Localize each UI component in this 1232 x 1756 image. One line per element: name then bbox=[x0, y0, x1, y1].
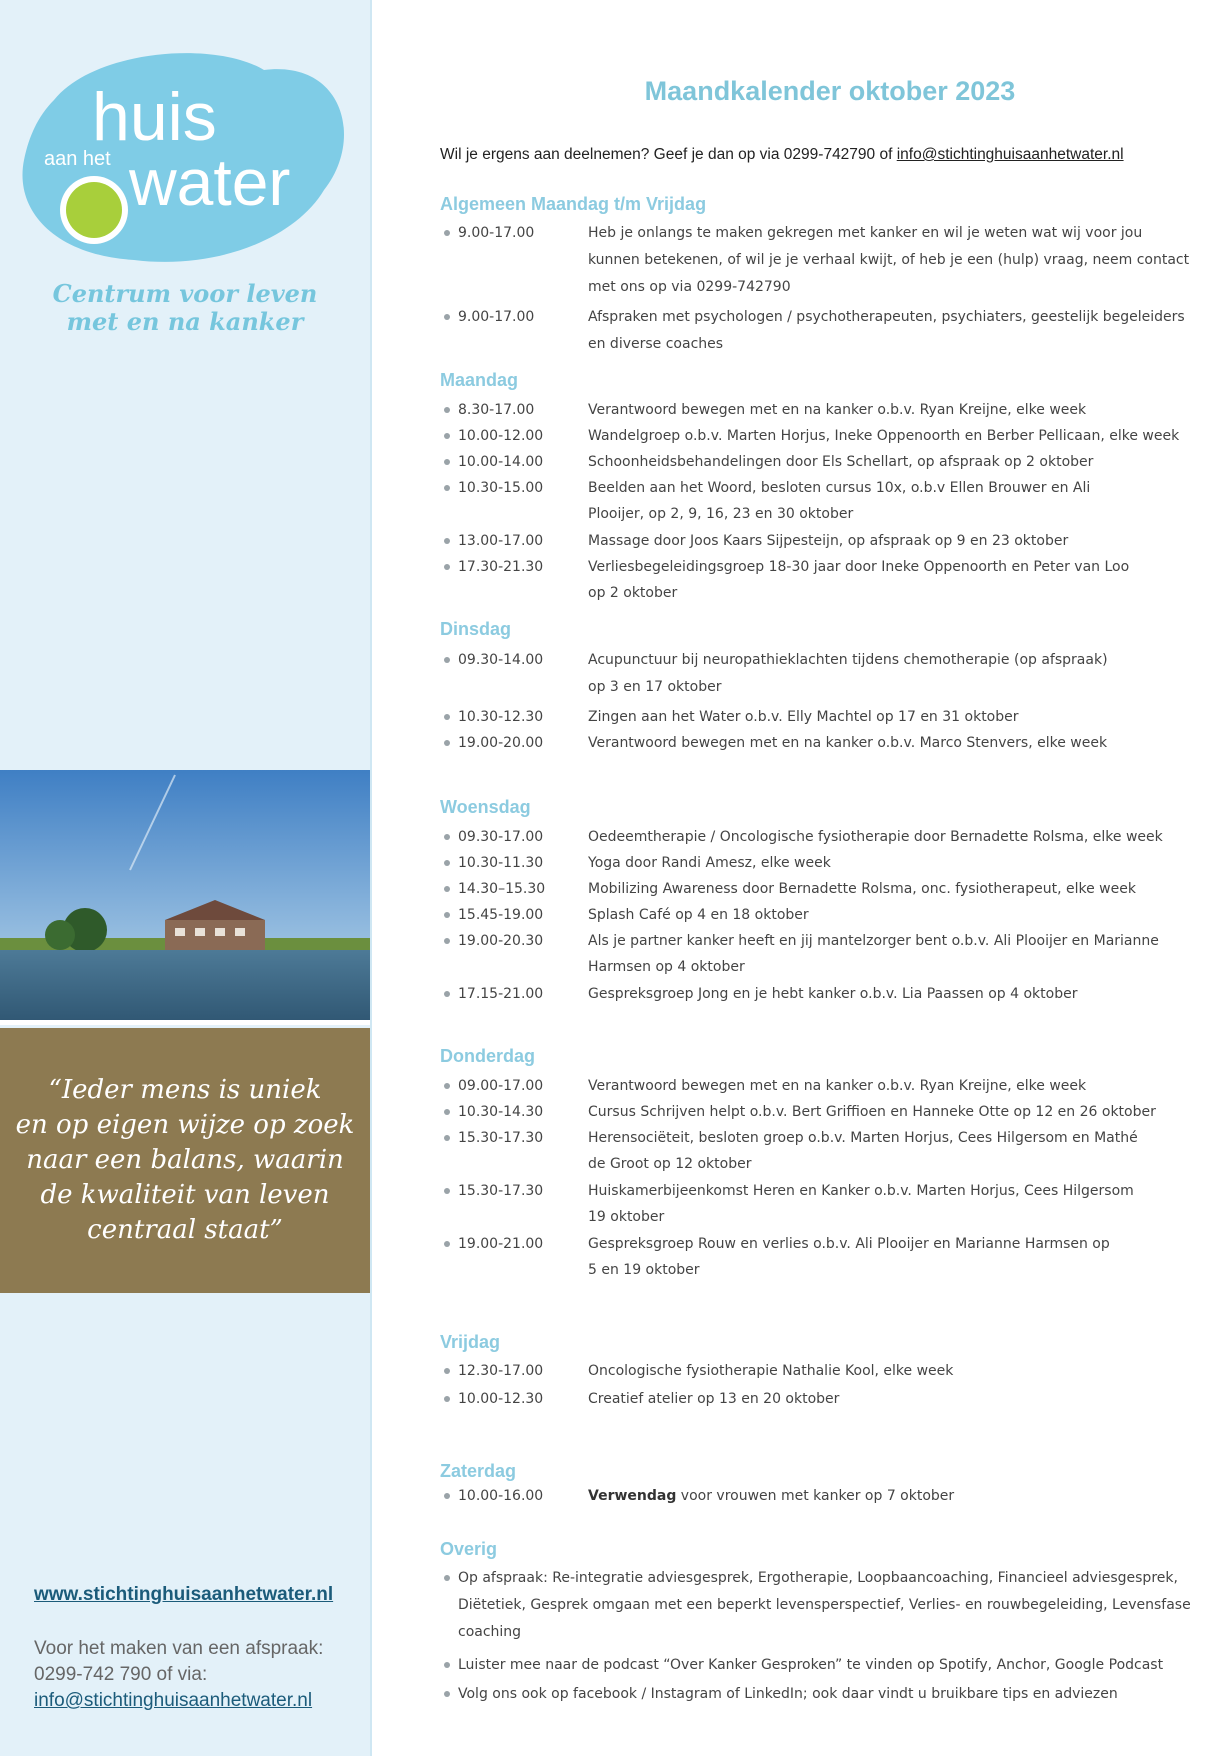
item-line: Oedeemtherapie / Oncologische fysiotherapie door Bernadette Rolsma, elke week bbox=[588, 829, 1163, 845]
item-description bbox=[588, 850, 1178, 876]
huis-aan-het-water-logo bbox=[14, 40, 354, 270]
item-description bbox=[588, 304, 1185, 358]
item-line: Herensociëteit, besloten groep o.b.v. Marten Horjus, Cees Hilgersom en Mathé bbox=[588, 1130, 1138, 1146]
item-time: 10.30-11.30 bbox=[458, 855, 544, 871]
bullet-icon bbox=[444, 1083, 450, 1089]
item-line: Verantwoord bewegen met en na kanker o.b.v. Ryan Kreijne, elke week bbox=[588, 1078, 1087, 1094]
item-description bbox=[588, 1099, 1178, 1125]
section-heading-donderdag: Donderdag bbox=[440, 1046, 536, 1066]
item-time: 9.00-17.00 bbox=[458, 309, 535, 325]
quote-line: naar een balans, waarin bbox=[26, 1145, 344, 1175]
bullet-icon bbox=[444, 991, 450, 997]
item-time: 10.00-16.00 bbox=[458, 1488, 544, 1504]
item-line: Heb je onlangs te maken gekregen met kanker en wil je weten wat wij voor jou bbox=[588, 225, 1143, 241]
item-line: Mobilizing Awareness door Bernadette Rolsma, onc. fysiotherapeut, elke week bbox=[588, 881, 1136, 897]
item-time: 10.00-12.30 bbox=[458, 1391, 544, 1407]
bullet-icon bbox=[444, 433, 450, 439]
item-description bbox=[588, 1231, 1178, 1283]
bullet-icon bbox=[444, 459, 450, 465]
item-line: Schoonheidsbehandelingen door Els Schellart, op afspraak op 2 oktober bbox=[588, 454, 1094, 470]
item-time: 09.30-17.00 bbox=[458, 829, 544, 845]
item-description bbox=[458, 1565, 1191, 1646]
item-line: de Groot op 12 oktober bbox=[588, 1156, 752, 1172]
bullet-icon bbox=[444, 714, 450, 720]
item-line: Acupunctuur bij neuropathieklachten tijdens chemotherapie (op afspraak) bbox=[588, 652, 1108, 668]
house-by-water-photo bbox=[0, 770, 370, 1025]
contact-line-1: Voor het maken van een afspraak: bbox=[34, 1638, 324, 1659]
quote-line: en op eigen wijze op zoek bbox=[15, 1110, 355, 1140]
section-heading-maandag: Maandag bbox=[440, 370, 519, 390]
item-line: Yoga door Randi Amesz, elke week bbox=[588, 855, 831, 871]
item-time: 10.30-14.30 bbox=[458, 1104, 544, 1120]
bullet-icon bbox=[444, 1662, 450, 1668]
section-heading-zaterdag: Zaterdag bbox=[440, 1461, 517, 1481]
item-line bbox=[588, 1483, 1178, 1509]
item-description bbox=[588, 928, 1178, 980]
item-description bbox=[588, 704, 1178, 730]
item-description bbox=[588, 1073, 1178, 1099]
bullet-icon bbox=[444, 314, 450, 320]
bullet-icon bbox=[444, 538, 450, 544]
bullet-icon bbox=[444, 485, 450, 491]
item-line: met ons op via 0299-742790 bbox=[588, 279, 791, 295]
tagline-line-2: met en na kanker bbox=[66, 307, 304, 336]
item-line: Massage door Joos Kaars Sijpesteijn, op afspraak op 9 en 23 oktober bbox=[588, 533, 1069, 549]
tagline-line-1: Centrum voor leven bbox=[52, 279, 318, 308]
item-description bbox=[588, 1358, 1178, 1384]
item-time: 10.00-12.00 bbox=[458, 428, 544, 444]
item-line: Diëtetiek, Gesprek omgaan met een beperkt levensperspectief, Verlies- en rouwbegeleiding, Levensfase bbox=[458, 1597, 1191, 1613]
item-line: op 3 en 17 oktober bbox=[588, 679, 722, 695]
item-description bbox=[458, 1652, 1178, 1679]
bullet-icon bbox=[444, 230, 450, 236]
logo-word-huis: huis bbox=[92, 79, 217, 155]
item-description bbox=[588, 528, 1178, 554]
item-description bbox=[588, 1483, 1178, 1509]
bullet-icon bbox=[444, 657, 450, 663]
item-description bbox=[588, 449, 1178, 475]
section-heading-overig: Overig bbox=[440, 1539, 498, 1559]
bullet-icon bbox=[444, 1368, 450, 1374]
quote bbox=[15, 1073, 355, 1248]
contact-info bbox=[34, 1636, 323, 1714]
item-line: op 2 oktober bbox=[588, 585, 678, 601]
intro-email-link[interactable]: info@stichtinghuisaanhetwater.nl bbox=[896, 146, 1124, 163]
item-line: Verantwoord bewegen met en na kanker o.b.v. Ryan Kreijne, elke week bbox=[588, 402, 1087, 418]
bullet-icon bbox=[444, 564, 450, 570]
item-time: 19.00-21.00 bbox=[458, 1236, 544, 1252]
quote-line: centraal staat” bbox=[87, 1215, 283, 1245]
intro-text bbox=[440, 146, 1200, 164]
item-line: kunnen betekenen, of wil je je verhaal kwijt, of heb je een (hulp) vraag, neem contact bbox=[588, 252, 1190, 268]
bullet-icon bbox=[444, 912, 450, 918]
bullet-icon bbox=[444, 407, 450, 413]
item-line: coaching bbox=[458, 1624, 522, 1640]
quote-line: de kwaliteit van leven bbox=[40, 1180, 330, 1210]
bullet-icon bbox=[444, 1691, 450, 1697]
item-line: Wandelgroep o.b.v. Marten Horjus, Ineke Oppenoorth en Berber Pellicaan, elke week bbox=[588, 428, 1180, 444]
item-time: 15.30-17.30 bbox=[458, 1183, 544, 1199]
item-description bbox=[588, 1386, 1178, 1412]
item-line: Luister mee naar de podcast “Over Kanker Gesproken” te vinden op Spotify, Anchor, Google Podcast bbox=[458, 1657, 1164, 1673]
item-line: Als je partner kanker heeft en jij mantelzorger bent o.b.v. Ali Plooijer en Marianne bbox=[588, 933, 1159, 949]
item-time: 10.30-12.30 bbox=[458, 709, 544, 725]
sidebar-border bbox=[370, 0, 372, 1756]
intro-sentence: Wil je ergens aan deelnemen? Geef je dan op via 0299-742790 of bbox=[440, 146, 897, 163]
item-time: 14.30–15.30 bbox=[458, 881, 546, 897]
bullet-icon bbox=[444, 1396, 450, 1402]
item-time: 15.30-17.30 bbox=[458, 1130, 544, 1146]
tagline bbox=[20, 280, 350, 336]
section-heading-dinsdag: Dinsdag bbox=[440, 619, 512, 639]
item-time: 15.45-19.00 bbox=[458, 907, 544, 923]
item-line: Verantwoord bewegen met en na kanker o.b.v. Marco Stenvers, elke week bbox=[588, 735, 1108, 751]
bullet-icon bbox=[444, 1188, 450, 1194]
item-description bbox=[458, 1681, 1178, 1708]
item-time: 17.15-21.00 bbox=[458, 986, 544, 1002]
item-line: Plooijer, op 2, 9, 16, 23 en 30 oktober bbox=[588, 506, 854, 522]
item-time: 09.00-17.00 bbox=[458, 1078, 544, 1094]
item-time: 19.00-20.00 bbox=[458, 735, 544, 751]
item-line: 19 oktober bbox=[588, 1209, 665, 1225]
item-description bbox=[588, 1125, 1178, 1177]
item-description bbox=[588, 902, 1178, 928]
bullet-icon bbox=[444, 938, 450, 944]
item-line: en diverse coaches bbox=[588, 336, 724, 352]
contact-email-link[interactable]: info@stichtinghuisaanhetwater.nl bbox=[34, 1690, 313, 1711]
item-description bbox=[588, 824, 1178, 850]
bullet-icon bbox=[444, 1135, 450, 1141]
item-time: 8.30-17.00 bbox=[458, 402, 535, 418]
item-line: Oncologische fysiotherapie Nathalie Kool, elke week bbox=[588, 1363, 954, 1379]
item-description bbox=[588, 220, 1190, 301]
item-rest-text: voor vrouwen met kanker op 7 oktober bbox=[676, 1488, 955, 1504]
page-title: Maandkalender oktober 2023 bbox=[644, 76, 1016, 106]
section-heading-algemeen: Algemeen Maandag t/m Vrijdag bbox=[440, 194, 707, 214]
item-line: Volg ons ook op facebook / Instagram of LinkedIn; ook daar vindt u bruikbare tips en adviezen bbox=[458, 1686, 1118, 1702]
item-line: Op afspraak: Re-integratie adviesgesprek, Ergotherapie, Loopbaancoaching, Financieel adviesgesprek, bbox=[458, 1570, 1178, 1586]
item-description bbox=[588, 730, 1178, 756]
item-time: 10.00-14.00 bbox=[458, 454, 544, 470]
section-heading-vrijdag: Vrijdag bbox=[440, 1332, 501, 1352]
bullet-icon bbox=[444, 1241, 450, 1247]
logo-word-aan-het: aan het bbox=[44, 148, 111, 170]
bullet-icon bbox=[444, 834, 450, 840]
section-heading-woensdag: Woensdag bbox=[440, 797, 531, 817]
bullet-icon bbox=[444, 740, 450, 746]
item-time: 09.30-14.00 bbox=[458, 652, 544, 668]
item-time: 13.00-17.00 bbox=[458, 533, 544, 549]
item-description bbox=[588, 981, 1178, 1007]
item-time: 19.00-20.30 bbox=[458, 933, 544, 949]
bullet-icon bbox=[444, 860, 450, 866]
bullet-icon bbox=[444, 1575, 450, 1581]
item-description bbox=[588, 876, 1178, 902]
bullet-icon bbox=[444, 1109, 450, 1115]
item-line: Verliesbegeleidingsgroep 18-30 jaar door Ineke Oppenoorth en Peter van Loo bbox=[588, 559, 1130, 575]
item-line: Beelden aan het Woord, besloten cursus 10x, o.b.v Ellen Brouwer en Ali bbox=[588, 480, 1091, 496]
item-line: Harmsen op 4 oktober bbox=[588, 959, 745, 975]
bullet-icon bbox=[444, 886, 450, 892]
contact-line-2: 0299-742 790 of via: bbox=[34, 1664, 208, 1685]
item-description bbox=[588, 1178, 1178, 1230]
item-time: 9.00-17.00 bbox=[458, 225, 535, 241]
item-description bbox=[588, 397, 1178, 423]
item-time: 12.30-17.00 bbox=[458, 1363, 544, 1379]
quote-box bbox=[0, 1028, 370, 1293]
item-line: Cursus Schrijven helpt o.b.v. Bert Griffioen en Hanneke Otte op 12 en 26 oktober bbox=[588, 1104, 1156, 1120]
item-time: 17.30-21.30 bbox=[458, 559, 544, 575]
sidebar bbox=[0, 0, 370, 1756]
item-bold-text: Verwendag bbox=[588, 1488, 677, 1504]
item-description bbox=[588, 647, 1178, 701]
item-line: Splash Café op 4 en 18 oktober bbox=[588, 907, 809, 923]
quote-line: “Ieder mens is uniek bbox=[48, 1075, 322, 1105]
item-description bbox=[588, 554, 1178, 606]
website-link[interactable]: www.stichtinghuisaanhetwater.nl bbox=[34, 1584, 334, 1605]
logo-word-water: water bbox=[129, 145, 291, 219]
item-line: Gespreksgroep Jong en je hebt kanker o.b.v. Lia Paassen op 4 oktober bbox=[588, 986, 1078, 1002]
bullet-icon bbox=[444, 1493, 450, 1499]
item-description bbox=[588, 423, 1178, 449]
item-line: Creatief atelier op 13 en 20 oktober bbox=[588, 1391, 840, 1407]
item-line: Gespreksgroep Rouw en verlies o.b.v. Ali Plooijer en Marianne Harmsen op bbox=[588, 1236, 1110, 1252]
item-line: 5 en 19 oktober bbox=[588, 1262, 700, 1278]
item-line: Afspraken met psychologen / psychotherapeuten, psychiaters, geestelijk begeleiders bbox=[588, 309, 1185, 325]
item-description bbox=[588, 475, 1178, 527]
item-time: 10.30-15.00 bbox=[458, 480, 544, 496]
item-line: Zingen aan het Water o.b.v. Elly Machtel op 17 en 31 oktober bbox=[588, 709, 1019, 725]
item-line: Huiskamerbijeenkomst Heren en Kanker o.b.v. Marten Horjus, Cees Hilgersom bbox=[588, 1183, 1134, 1199]
